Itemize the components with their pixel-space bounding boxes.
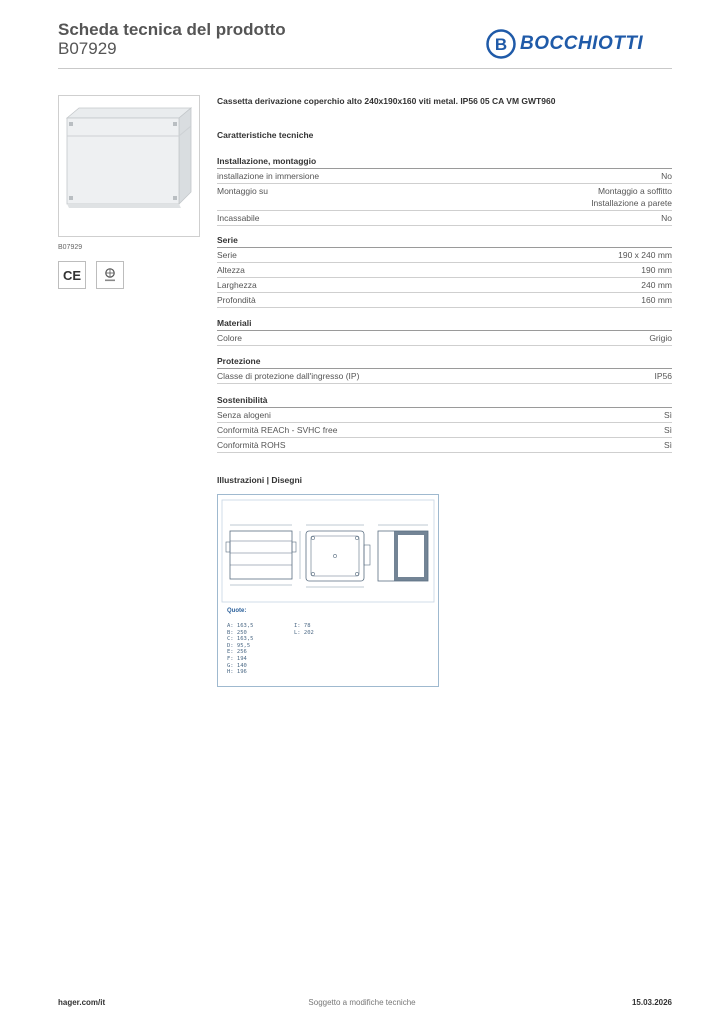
technical-drawing	[217, 494, 439, 687]
eu-certification-icon	[96, 261, 124, 289]
row-value: No	[661, 171, 672, 181]
group-installazione	[217, 156, 672, 226]
row-label: Larghezza	[217, 280, 257, 290]
quote-item: A: 163,5	[227, 623, 254, 629]
row-label: Conformità REACh - SVHC free	[217, 425, 338, 435]
group-title: Installazione, montaggio	[217, 156, 672, 169]
footer-notice: Soggetto a modifiche tecniche	[308, 998, 416, 1007]
row-value-line: Montaggio a soffitto	[597, 186, 672, 196]
table-row	[217, 184, 672, 211]
quote-title: Quote:	[227, 608, 247, 614]
table-row	[217, 408, 672, 423]
bocchiotti-logo-icon	[486, 29, 516, 59]
row-label: Profondità	[217, 295, 256, 305]
table-row	[217, 211, 672, 226]
logo-text: BOCCHIOTTI	[520, 33, 644, 54]
quote-item: B: 250	[227, 629, 247, 636]
row-value: 240 mm	[641, 280, 672, 290]
junction-box-illustration	[59, 96, 199, 236]
page-title: Scheda tecnica del prodotto	[58, 20, 286, 39]
quotes-left	[227, 623, 254, 676]
row-value: No	[661, 213, 672, 223]
dimension-drawing	[218, 495, 438, 607]
table-row	[217, 423, 672, 438]
row-value	[591, 185, 672, 209]
group-title: Sostenibilità	[217, 395, 672, 408]
row-value-line: Installazione a parete	[591, 198, 672, 208]
quote-item: F: 194	[227, 655, 247, 662]
row-value: Grigio	[649, 333, 672, 343]
quote-item: E: 256	[227, 649, 247, 656]
row-label: Colore	[217, 333, 243, 343]
table-row	[217, 438, 672, 453]
row-label: Incassabile	[217, 213, 260, 223]
row-value: Sì	[663, 425, 672, 435]
row-label: Senza alogeni	[217, 410, 271, 420]
group-sostenibilita	[217, 395, 672, 453]
quotes-right	[294, 623, 314, 636]
row-value: 190 x 240 mm	[618, 250, 672, 260]
row-label: Montaggio su	[217, 186, 269, 196]
quote-item: G: 140	[227, 662, 247, 669]
row-label: Classe di protezione dall'ingresso (IP)	[217, 371, 360, 381]
group-serie	[217, 235, 672, 308]
table-row	[217, 278, 672, 293]
row-label: Conformità ROHS	[217, 440, 286, 450]
product-description: Cassetta derivazione coperchio alto 240x190x160 viti metal. IP56 05 CA VM GWT960	[217, 96, 556, 106]
table-row	[217, 169, 672, 184]
table-row	[217, 369, 672, 384]
table-row	[217, 248, 672, 263]
quote-item: L: 202	[294, 629, 314, 636]
row-label: Altezza	[217, 265, 245, 275]
row-value: 160 mm	[641, 295, 672, 305]
footer-date: 15.03.2026	[631, 998, 672, 1007]
quote-item: D: 95,5	[227, 642, 251, 649]
row-value: Sì	[663, 410, 672, 420]
group-title: Serie	[217, 235, 672, 248]
row-label: Serie	[217, 250, 237, 260]
illustrations-heading: Illustrazioni | Disegni	[217, 475, 303, 485]
row-value: 190 mm	[641, 265, 672, 275]
row-label: installazione in immersione	[217, 171, 320, 181]
group-materiali	[217, 318, 672, 346]
group-protezione	[217, 356, 672, 384]
product-image	[58, 95, 200, 237]
group-title: Materiali	[217, 318, 672, 331]
tech-heading: Caratteristiche tecniche	[217, 130, 314, 140]
row-value: Sì	[663, 440, 672, 450]
logo-letter: B	[494, 35, 508, 54]
quote-item: C: 163,5	[227, 636, 254, 643]
table-row	[217, 293, 672, 308]
bocchiotti-logo	[486, 28, 643, 60]
table-row	[217, 263, 672, 278]
quote-item: I: 78	[294, 623, 311, 629]
product-code: B07929	[58, 39, 117, 58]
row-value: IP56	[654, 371, 672, 381]
ce-mark-icon: CE	[58, 261, 86, 289]
table-row	[217, 331, 672, 346]
group-title: Protezione	[217, 356, 672, 369]
image-caption: B07929	[58, 244, 83, 251]
quote-item: H: 196	[227, 669, 247, 676]
footer-link[interactable]: hager.com/it	[58, 998, 106, 1007]
header-divider	[58, 68, 672, 69]
